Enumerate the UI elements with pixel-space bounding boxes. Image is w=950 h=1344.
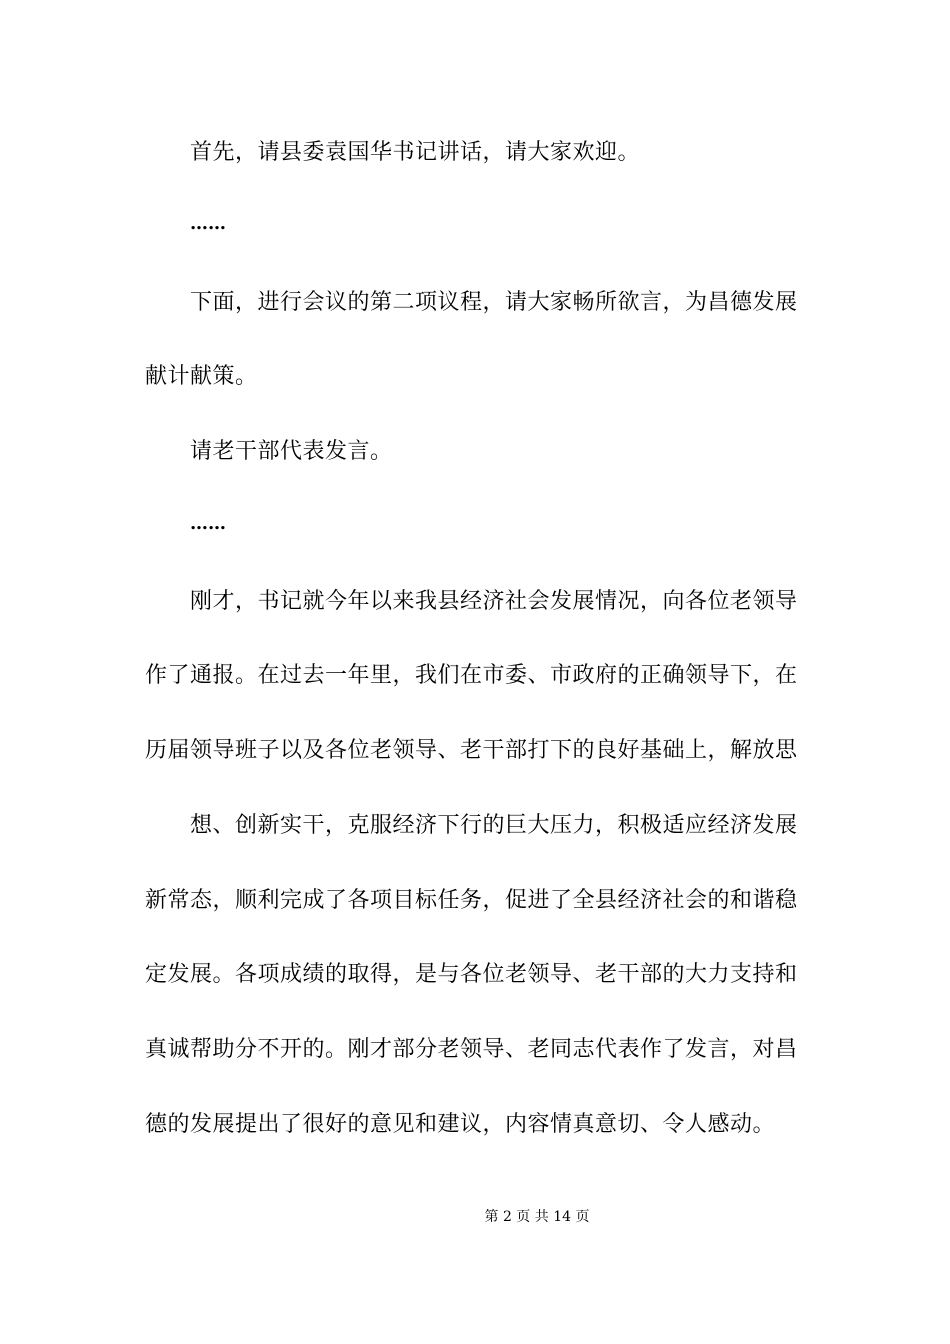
paragraph-line: 首先，请县委袁国华书记讲话，请大家欢迎。	[190, 140, 641, 165]
paragraph-line: 作了通报。在过去一年里，我们在市委、市政府的正确领导下，在	[145, 663, 798, 688]
paragraph-line: 真诚帮助分不开的。刚才部分老领导、老同志代表作了发言，对昌	[145, 1037, 798, 1062]
page-number-footer: 第 2 页 共 14 页	[484, 1209, 590, 1225]
paragraph-line: 请老干部代表发言。	[190, 439, 393, 464]
paragraph-line: 新常态，顺利完成了各项目标任务，促进了全县经济社会的和谐稳	[145, 888, 798, 913]
paragraph-line: 下面，进行会议的第二项议程，请大家畅所欲言，为昌德发展	[190, 290, 798, 315]
paragraph-line: 献计献策。	[145, 364, 258, 389]
paragraph-line: 定发展。各项成绩的取得，是与各位老领导、老干部的大力支持和	[145, 962, 798, 987]
paragraph-line: 想、创新实干，克服经济下行的巨大压力，积极适应经济发展	[190, 813, 798, 838]
paragraph-line: 历届领导班子以及各位老领导、老干部打下的良好基础上，解放思	[145, 738, 798, 763]
paragraph-line: 德的发展提出了很好的意见和建议，内容情真意切、令人感动。	[145, 1112, 776, 1137]
ellipsis-line: ……	[190, 213, 226, 234]
ellipsis-line: ……	[190, 513, 226, 534]
paragraph-line: 刚才，书记就今年以来我县经济社会发展情况，向各位老领导	[190, 589, 798, 614]
